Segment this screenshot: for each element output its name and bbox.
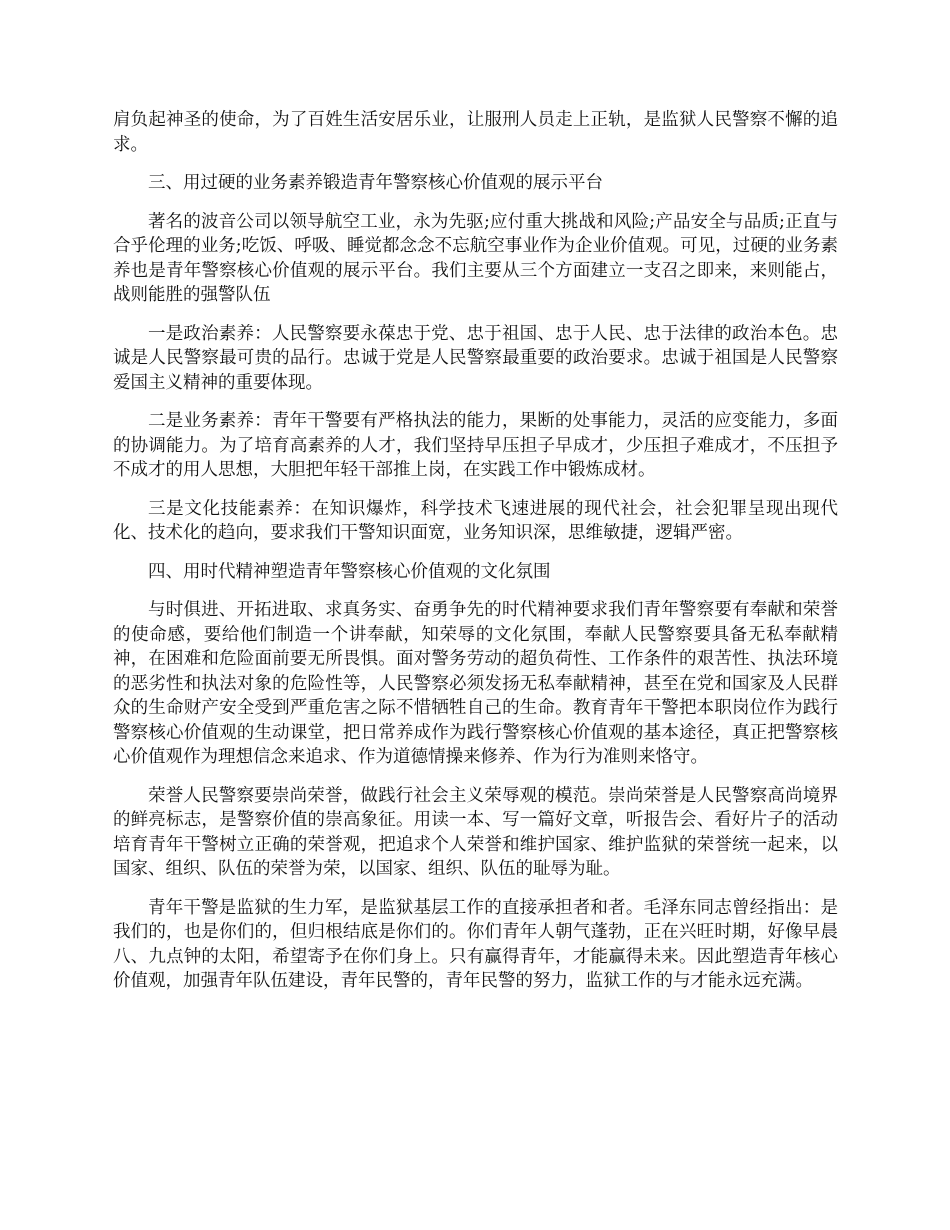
paragraph-professional-quality: 二是业务素养：青年干警要有严格执法的能力，果断的处事能力，灵活的应变能力，多面的协调能力。为了培育高素养的人才，我们坚持早压担子早成才，少压担子难成才，不压担予不成才的用人思想，大胆把年轻干部推上岗，在实践工作中锻炼成材。 <box>113 411 838 480</box>
section-heading-4: 四、用时代精神塑造青年警察核心价值观的文化氛围 <box>148 561 551 582</box>
paragraph-spirit-of-times: 与时俱进、开拓进取、求真务实、奋勇争先的时代精神要求我们青年警察要有奉献和荣誉的使命感，要给他们制造一个讲奉献，知荣辱的文化氛围，奉献人民警察要具备无私奉献精神，在困难和危险面前要无所畏惧。面对警务劳动的超负荷性、工作条件的艰苦性、执法环境的恶劣性和执法对象的危险性等，人民警察必须发扬无私奉献精神，甚至在党和国家及人民群众的生命财产安全受到严重危害之际不惜牺牲自己的生命。教育青年干警把本职岗位作为践行警察核心价值观的生动课堂，把日常养成作为践行警察核心价值观的基本途径，真正把警察核心价值观作为理想信念来追求、作为道德情操来修养、作为行为准则来恪守。 <box>113 600 838 767</box>
paragraph-continuation: 肩负起神圣的使命，为了百姓生活安居乐业，让服刑人员走上正轨，是监狱人民警察不懈的追求。 <box>113 110 838 155</box>
paragraph-honor: 荣誉人民警察要崇尚荣誉，做践行社会主义荣辱观的模范。崇尚荣誉是人民警察高尚境界的鲜亮标志，是警察价值的崇高象征。用读一本、写一篇好文章，听报告会、看好片子的活动培育青年干警树立正确的荣誉观，把追求个人荣誉和维护国家、维护监狱的荣誉统一起来，以国家、组织、队伍的荣誉为荣，以国家、组织、队伍的耻辱为耻。 <box>113 785 838 879</box>
paragraph-young-police: 青年干警是监狱的生力军，是监狱基层工作的直接承担者和者。毛泽东同志曾经指出：是我们的，也是你们的，但归根结底是你们的。你们青年人朝气蓬勃，正在兴旺时期，好像早晨八、九点钟的太阳，希望寄予在你们身上。只有赢得青年，才能赢得未来。因此塑造青年核心价值观，加强青年队伍建设，青年民警的，青年民警的努力，监狱工作的与才能永远充满。 <box>113 897 838 991</box>
paragraph-boeing-values: 著名的波音公司以领导航空工业，永为先驱;应付重大挑战和风险;产品安全与品质;正直与合乎伦理的业务;吃饭、呼吸、睡觉都念念不忘航空事业作为企业价值观。可见，过硬的业务素养也是青年警察核心价值观的展示平台。我们主要从三个方面建立一支召之即来，来则能占，战则能胜的强警队伍 <box>113 211 838 305</box>
paragraph-political-quality: 一是政治素养：人民警察要永葆忠于党、忠于祖国、忠于人民、忠于法律的政治本色。忠诚是人民警察最可贵的品行。忠诚于党是人民警察最重要的政治要求。忠诚于祖国是人民警察爱国主义精神的重要体现。 <box>113 323 838 393</box>
section-heading-3: 三、用过硬的业务素养锻造青年警察核心价值观的展示平台 <box>148 173 603 193</box>
paragraph-cultural-skill-quality: 三是文化技能素养：在知识爆炸，科学技术飞速进展的现代社会，社会犯罪呈现出现代化、技术化的趋向，要求我们干警知识面宽，业务知识深，思维敏捷，逻辑严密。 <box>113 498 838 543</box>
